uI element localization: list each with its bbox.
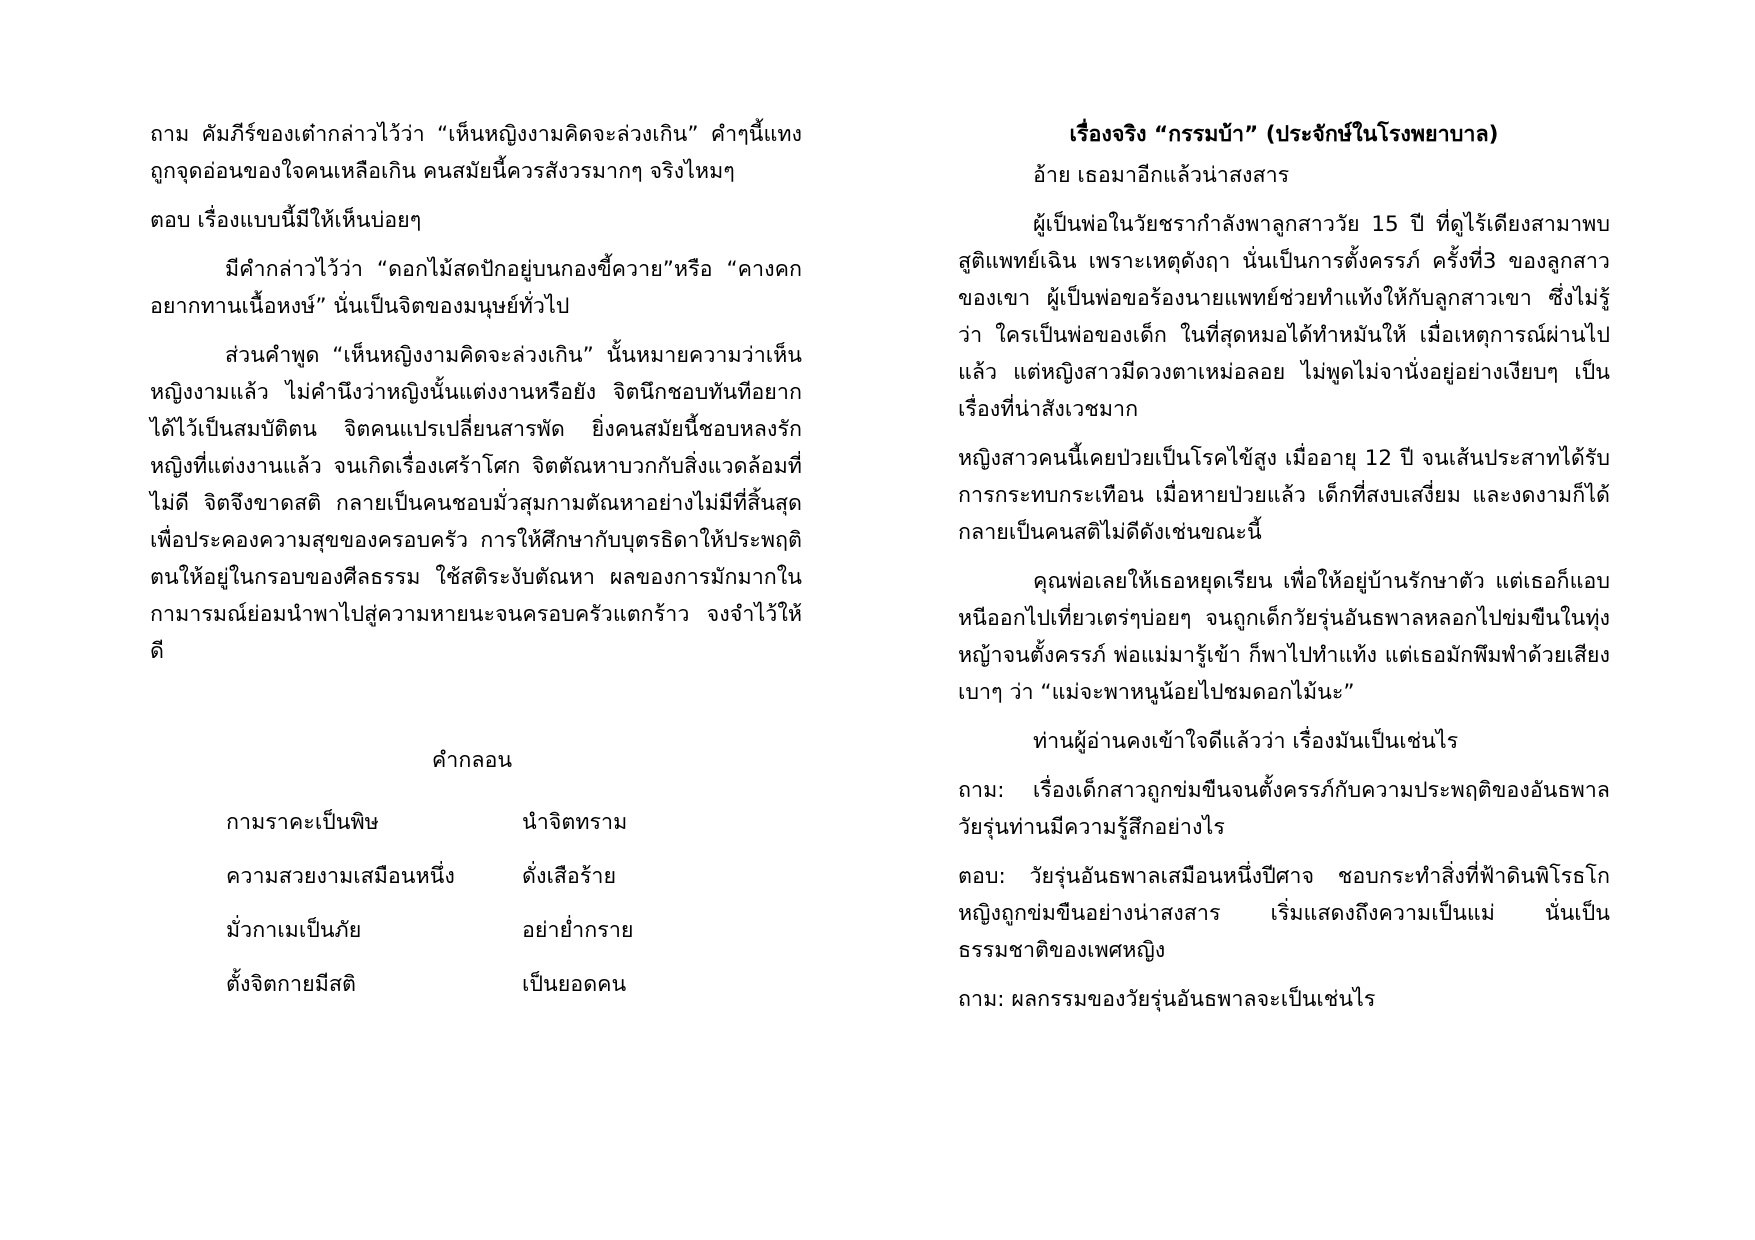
poem-line-first-half: กามราคะเป็นพิษ [226,809,379,835]
left-paragraph-3: มีคำกล่าวไว้ว่า “ดอกไม้สดปักอยู่บนกองขี้ควาย”หรือ “คางคกอยากทานเนื้อหงษ์” นั่นเป็นจิตของมนุษย์ทั่วไป [150,257,802,319]
poem-line [150,849,802,903]
right-paragraph-7: ตอบ: วัยรุ่นอันธพาลเสมือนหนึ่งปีศาจ ชอบกระทำสิ่งที่ฟ้าดินพิโรธโกหญิงถูกข่มขืนอย่างน่าสงสาร เริ่มแสดงถึงความเป็นแม่ นั่นเป็นธรรมชาติของเพศหญิง [958,864,1610,963]
poem-line-second-half: อย่าย่ำกราย [522,917,634,943]
poem-line-first-half: มั่วกาเมเป็นภัย [226,917,362,943]
left-page [150,116,802,1011]
poem-line [150,957,802,1011]
poem-line-second-half: นำจิตทราม [522,809,628,835]
poem-line-second-half: เป็นยอดคน [522,971,627,997]
poem [150,742,802,1011]
left-paragraph-2: ตอบ เรื่องแบบนี้มีให้เห็นบ่อยๆ [150,208,422,233]
poem-line-first-half: ตั้งจิตกายมีสติ [226,971,356,997]
poem-line-second-half: ดั่งเสือร้าย [522,863,617,889]
right-paragraph-3: หญิงสาวคนนี้เคยป่วยเป็นโรคไข้สูง เมื่ออายุ 12 ปี จนเส้นประสาทได้รับการกระทบกระเทือน เมื่อหายป่วยแล้ว เด็กที่สงบเสงี่ยม และงดงามก็ได้กลายเป็นคนสติไม่ดีดังเช่นขณะนี้ [958,446,1610,545]
right-paragraph-4: คุณพ่อเลยให้เธอหยุดเรียน เพื่อให้อยู่บ้านรักษาตัว แต่เธอก็แอบหนีออกไปเที่ยวเตร่ๆบ่อยๆ จนถูกเด็กวัยรุ่นอันธพาลหลอกไปข่มขืนในทุ่งหญ้าจนตั้งครรภ์ พ่อแม่มารู้เข้า ก็พาไปทำแท้ง แต่เธอมักพึมพำด้วยเสียงเบาๆ ว่า “แม่จะพาหนูน้อยไปชมดอกไม้นะ” [958,569,1610,705]
poem-line-first-half: ความสวยงามเสมือนหนึ่ง [226,863,455,889]
right-page [958,116,1610,1030]
story-title: เรื่องจริง “กรรมบ้า” (ประจักษ์ในโรงพยาบาล) [1069,122,1499,147]
left-paragraph-1: ถาม คัมภีร์ของเต๋ากล่าวไว้ว่า “เห็นหญิงงามคิดจะล่วงเกิน” คำๆนี้แทงถูกจุดอ่อนของใจคนเหลือเกิน คนสมัยนี้ควรสังวรมากๆ จริงไหมๆ [150,122,802,184]
right-paragraph-1: อ้าย เธอมาอีกแล้วน่าสงสาร [1033,163,1290,188]
left-paragraph-4: ส่วนคำพูด “เห็นหญิงงามคิดจะล่วงเกิน” นั้นหมายความว่าเห็นหญิงงามแล้ว ไม่คำนึงว่าหญิงนั้นแต่งงานหรือยัง จิตนึกชอบทันทีอยากได้ไว้เป็นสมบัติตน จิตคนแปรเปลี่ยนสารพัด ยิ่งคนสมัยนี้ชอบหลงรักหญิงที่แต่งงานแล้ว จนเกิดเรื่องเศร้าโศก จิตตัณหาบวกกับสิ่งแวดล้อมที่ไม่ดี จิตจึงขาดสติ กลายเป็นคนชอบมั่วสุมกามตัณหาอย่างไม่มีที่สิ้นสุด เพื่อประคองความสุขของครอบครัว การให้ศึกษากับบุตรธิดาให้ประพฤติตนให้อยู่ในกรอบของศีลธรรม ใช้สติระงับตัณหา ผลของการมักมากในกามารมณ์ย่อมนำพาไปสู่ความหายนะจนครอบครัวแตกร้าว จงจำไว้ให้ดี [150,343,802,664]
right-paragraph-6: ถาม: เรื่องเด็กสาวถูกข่มขืนจนตั้งครรภ์กับความประพฤติของอันธพาลวัยรุ่นท่านมีความรู้สึกอย่างไร [958,778,1610,840]
poem-heading: คำกลอน [431,748,513,773]
poem-line [150,795,802,849]
right-paragraph-2: ผู้เป็นพ่อในวัยชรากำลังพาลูกสาววัย 15 ปี ที่ดูไร้เดียงสามาพบสูติแพทย์เฉิน เพราะเหตุดังฤา นั่นเป็นการตั้งครรภ์ ครั้งที่3 ของลูกสาวของเขา ผู้เป็นพ่อขอร้องนายแพทย์ช่วยทำแท้งให้กับลูกสาวเขา ซึ่งไม่รู้ว่า ใครเป็นพ่อของเด็ก ในที่สุดหมอได้ทำหมันให้ เมื่อเหตุการณ์ผ่านไปแล้ว แต่หญิงสาวมีดวงตาเหม่อลอย ไม่พูดไม่จานั่งอยู่อย่างเงียบๆ เป็นเรื่องที่น่าสังเวชมาก [958,212,1610,422]
right-paragraph-5: ท่านผู้อ่านคงเข้าใจดีแล้วว่า เรื่องมันเป็นเช่นไร [1033,729,1459,754]
right-paragraph-8: ถาม: ผลกรรมของวัยรุ่นอันธพาลจะเป็นเช่นไร [958,987,1376,1012]
poem-line [150,903,802,957]
